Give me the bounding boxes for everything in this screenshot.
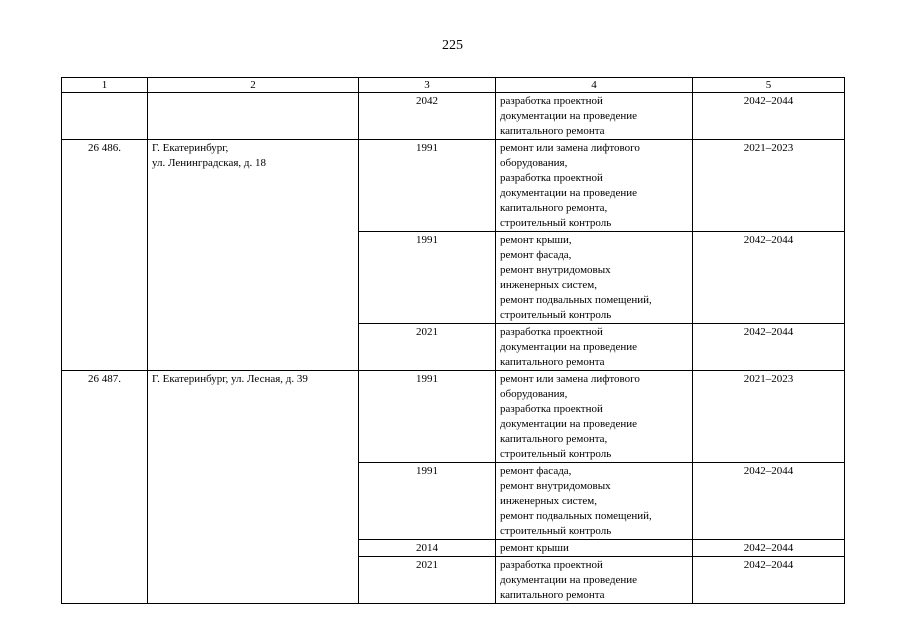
year-cell: 2014	[359, 540, 496, 557]
work-line: ремонт внутридомовых	[500, 264, 611, 276]
column-header-4: 4	[496, 78, 693, 93]
address-cell	[148, 140, 359, 371]
works-cell	[496, 371, 693, 463]
repair-schedule-table	[61, 77, 845, 604]
year-cell: 1991	[359, 232, 496, 324]
year-cell: 2042	[359, 93, 496, 140]
period-cell: 2042–2044	[693, 232, 845, 324]
column-header-2: 2	[148, 78, 359, 93]
work-line: капитального ремонта,	[500, 202, 608, 214]
year-cell: 2021	[359, 557, 496, 604]
address-line: Г. Екатеринбург, ул. Лесная, д. 39	[152, 373, 308, 385]
period-cell: 2042–2044	[693, 557, 845, 604]
period-cell: 2042–2044	[693, 93, 845, 140]
work-line: ремонт подвальных помещений,	[500, 294, 652, 306]
work-line: ремонт внутридомовых	[500, 480, 611, 492]
works-cell	[496, 324, 693, 371]
column-header-5: 5	[693, 78, 845, 93]
period-cell: 2021–2023	[693, 371, 845, 463]
period-cell: 2042–2044	[693, 540, 845, 557]
period-cell: 2042–2044	[693, 463, 845, 540]
work-line: инженерных систем,	[500, 279, 597, 291]
work-line: строительный контроль	[500, 525, 612, 537]
work-line: ремонт подвальных помещений,	[500, 510, 652, 522]
work-line: ремонт фасада,	[500, 465, 572, 477]
address-line: ул. Ленинградская, д. 18	[152, 157, 267, 169]
work-line: разработка проектной	[500, 403, 603, 415]
work-line: капитального ремонта,	[500, 433, 608, 445]
work-line: ремонт крыши	[500, 542, 569, 554]
address-cell	[148, 371, 359, 604]
works-cell	[496, 463, 693, 540]
work-line: разработка проектной	[500, 95, 603, 107]
building-number-cell: 26 486.	[62, 140, 148, 371]
work-line: строительный контроль	[500, 448, 612, 460]
period-cell: 2021–2023	[693, 140, 845, 232]
year-cell: 1991	[359, 140, 496, 232]
address-line: Г. Екатеринбург,	[152, 142, 229, 154]
works-cell	[496, 93, 693, 140]
work-line: документации на проведение	[500, 187, 638, 199]
page-number: 225	[442, 38, 463, 53]
year-cell: 1991	[359, 463, 496, 540]
table-row	[62, 371, 845, 463]
period-cell: 2042–2044	[693, 324, 845, 371]
header-row	[62, 78, 845, 93]
column-header-3: 3	[359, 78, 496, 93]
work-line: капитального ремонта	[500, 356, 605, 368]
work-line: разработка проектной	[500, 326, 603, 338]
work-line: оборудования,	[500, 157, 568, 169]
year-cell: 1991	[359, 371, 496, 463]
work-line: ремонт или замена лифтового	[500, 142, 640, 154]
work-line: ремонт фасада,	[500, 249, 572, 261]
work-line: документации на проведение	[500, 418, 638, 430]
work-line: капитального ремонта	[500, 589, 605, 601]
column-header-1: 1	[62, 78, 148, 93]
address-cell	[148, 93, 359, 140]
work-line: оборудования,	[500, 388, 568, 400]
work-line: разработка проектной	[500, 172, 603, 184]
work-line: документации на проведение	[500, 110, 638, 122]
year-cell: 2021	[359, 324, 496, 371]
works-cell	[496, 140, 693, 232]
work-line: документации на проведение	[500, 574, 638, 586]
works-cell	[496, 557, 693, 604]
table-row	[62, 140, 845, 232]
work-line: инженерных систем,	[500, 495, 597, 507]
work-line: документации на проведение	[500, 341, 638, 353]
building-number-cell	[62, 93, 148, 140]
works-cell	[496, 540, 693, 557]
table-row	[62, 93, 845, 140]
building-number-cell: 26 487.	[62, 371, 148, 604]
work-line: строительный контроль	[500, 217, 612, 229]
work-line: капитального ремонта	[500, 125, 605, 137]
work-line: ремонт или замена лифтового	[500, 373, 640, 385]
works-cell	[496, 232, 693, 324]
work-line: разработка проектной	[500, 559, 603, 571]
work-line: ремонт крыши,	[500, 234, 572, 246]
work-line: строительный контроль	[500, 309, 612, 321]
